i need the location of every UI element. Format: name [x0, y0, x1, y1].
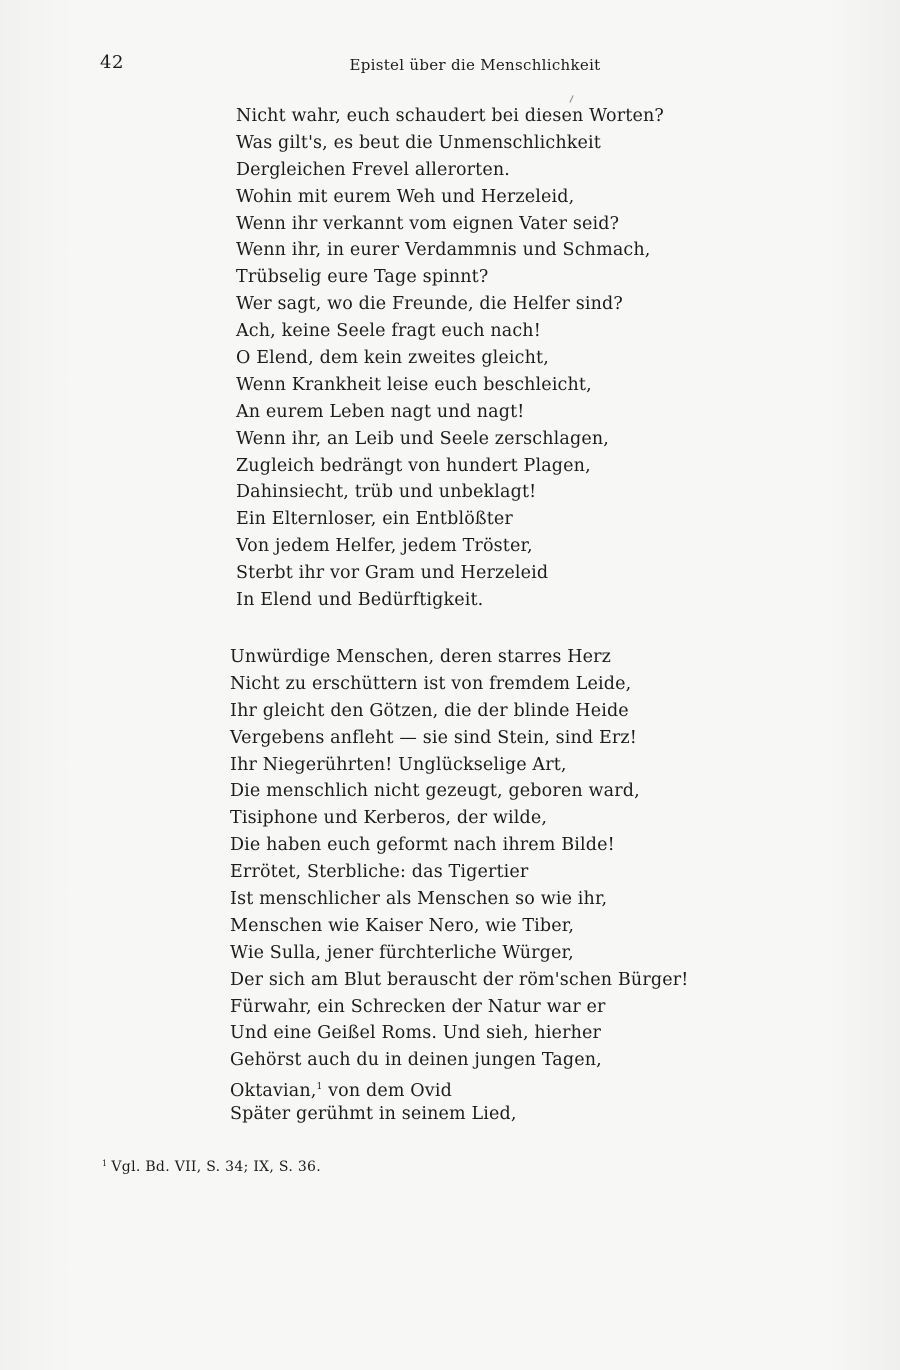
verse-line: Später gerühmt in seinem Lied, — [230, 1104, 517, 1125]
verse-line: Zugleich bedrängt von hundert Plagen, — [236, 455, 591, 476]
verse-line: Die haben euch geformt nach ihrem Bilde! — [230, 835, 615, 856]
verse-line: Nicht wahr, euch schaudert bei diesen Worten? — [236, 106, 664, 126]
verse-text: Oktavian, — [230, 1081, 317, 1102]
verse-line: In Elend und Bedürftigkeit. — [236, 590, 484, 611]
verse-line: Wenn ihr, in eurer Verdammnis und Schmach, — [236, 240, 651, 261]
verse-line: Unwürdige Menschen, deren starres Herz — [230, 647, 612, 667]
verse-line: Von jedem Helfer, jedem Tröster, — [236, 536, 533, 557]
verse-line: Wenn Krankheit leise euch beschleicht, — [236, 374, 592, 395]
footnote-mark: 1 — [102, 1159, 108, 1168]
verse-line: Fürwahr, ein Schrecken der Natur war er — [230, 996, 606, 1017]
verse-line: Trübselig eure Tage spinnt? — [236, 267, 489, 288]
verse-line: Ist menschlicher als Menschen so wie ihr, — [230, 889, 608, 910]
verse-line: Menschen wie Kaiser Nero, wie Tiber, — [230, 915, 575, 936]
verse-line: Ihr Niegerührten! Unglückselige Art, — [230, 754, 567, 775]
verse-text-continued: von dem Ovid — [322, 1081, 452, 1102]
verse-line: Wer sagt, wo die Freunde, die Helfer sind? — [236, 294, 623, 315]
verse-line: Gehörst auch du in deinen jungen Tagen, — [230, 1050, 602, 1071]
verse-line: Dahinsiecht, trüb und unbeklagt! — [236, 482, 537, 503]
verse-line: Ein Elternloser, ein Entblößter — [236, 509, 513, 530]
verse-line: Errötet, Sterbliche: das Tigertier — [230, 862, 529, 883]
stanza-1 — [236, 103, 664, 614]
footnote-reference[interactable]: 1 — [316, 1082, 323, 1093]
verse-line: Nicht zu erschüttern ist von fremdem Leide, — [230, 673, 632, 694]
verse-line: Der sich am Blut berauscht der röm'schen Bürger! — [230, 969, 689, 990]
verse-line: Ihr gleicht den Götzen, die der blinde Heide — [230, 700, 629, 721]
footnote-text: Vgl. Bd. VII, S. 34; IX, S. 36. — [111, 1159, 321, 1175]
verse-line: Was gilt's, es beut die Unmenschlichkeit — [236, 132, 601, 153]
verse-line: Wohin mit eurem Weh und Herzeleid, — [236, 186, 575, 207]
verse-line: Wenn ihr verkannt vom eignen Vater seid? — [236, 213, 620, 234]
page-number: 42 — [100, 52, 124, 73]
verse-line: An eurem Leben nagt und nagt! — [236, 401, 525, 422]
verse-line: Wenn ihr, an Leib und Seele zerschlagen, — [236, 428, 610, 449]
verse-line: O Elend, dem kein zweites gleicht, — [236, 348, 549, 369]
verse-line: Vergebens anfleht — sie sind Stein, sind Erz! — [230, 727, 637, 748]
footnote — [102, 1159, 321, 1175]
verse-line: Ach, keine Seele fragt euch nach! — [236, 321, 541, 342]
running-title: Epistel über die Menschlichkeit — [349, 56, 601, 74]
verse-line: Sterbt ihr vor Gram und Herzeleid — [236, 563, 549, 584]
verse-line: Tisiphone und Kerberos, der wilde, — [230, 808, 548, 829]
verse-line: Und eine Geißel Roms. Und sieh, hierher — [230, 1023, 602, 1044]
stanza-2 — [230, 644, 688, 1128]
verse-line: Wie Sulla, jener fürchterliche Würger, — [230, 942, 574, 963]
verse-line: Die menschlich nicht gezeugt, geboren ward, — [230, 781, 640, 802]
verse-line-with-noteref — [230, 1074, 688, 1101]
verse-line: Dergleichen Frevel allerorten. — [236, 159, 511, 180]
print-speck — [569, 95, 573, 103]
